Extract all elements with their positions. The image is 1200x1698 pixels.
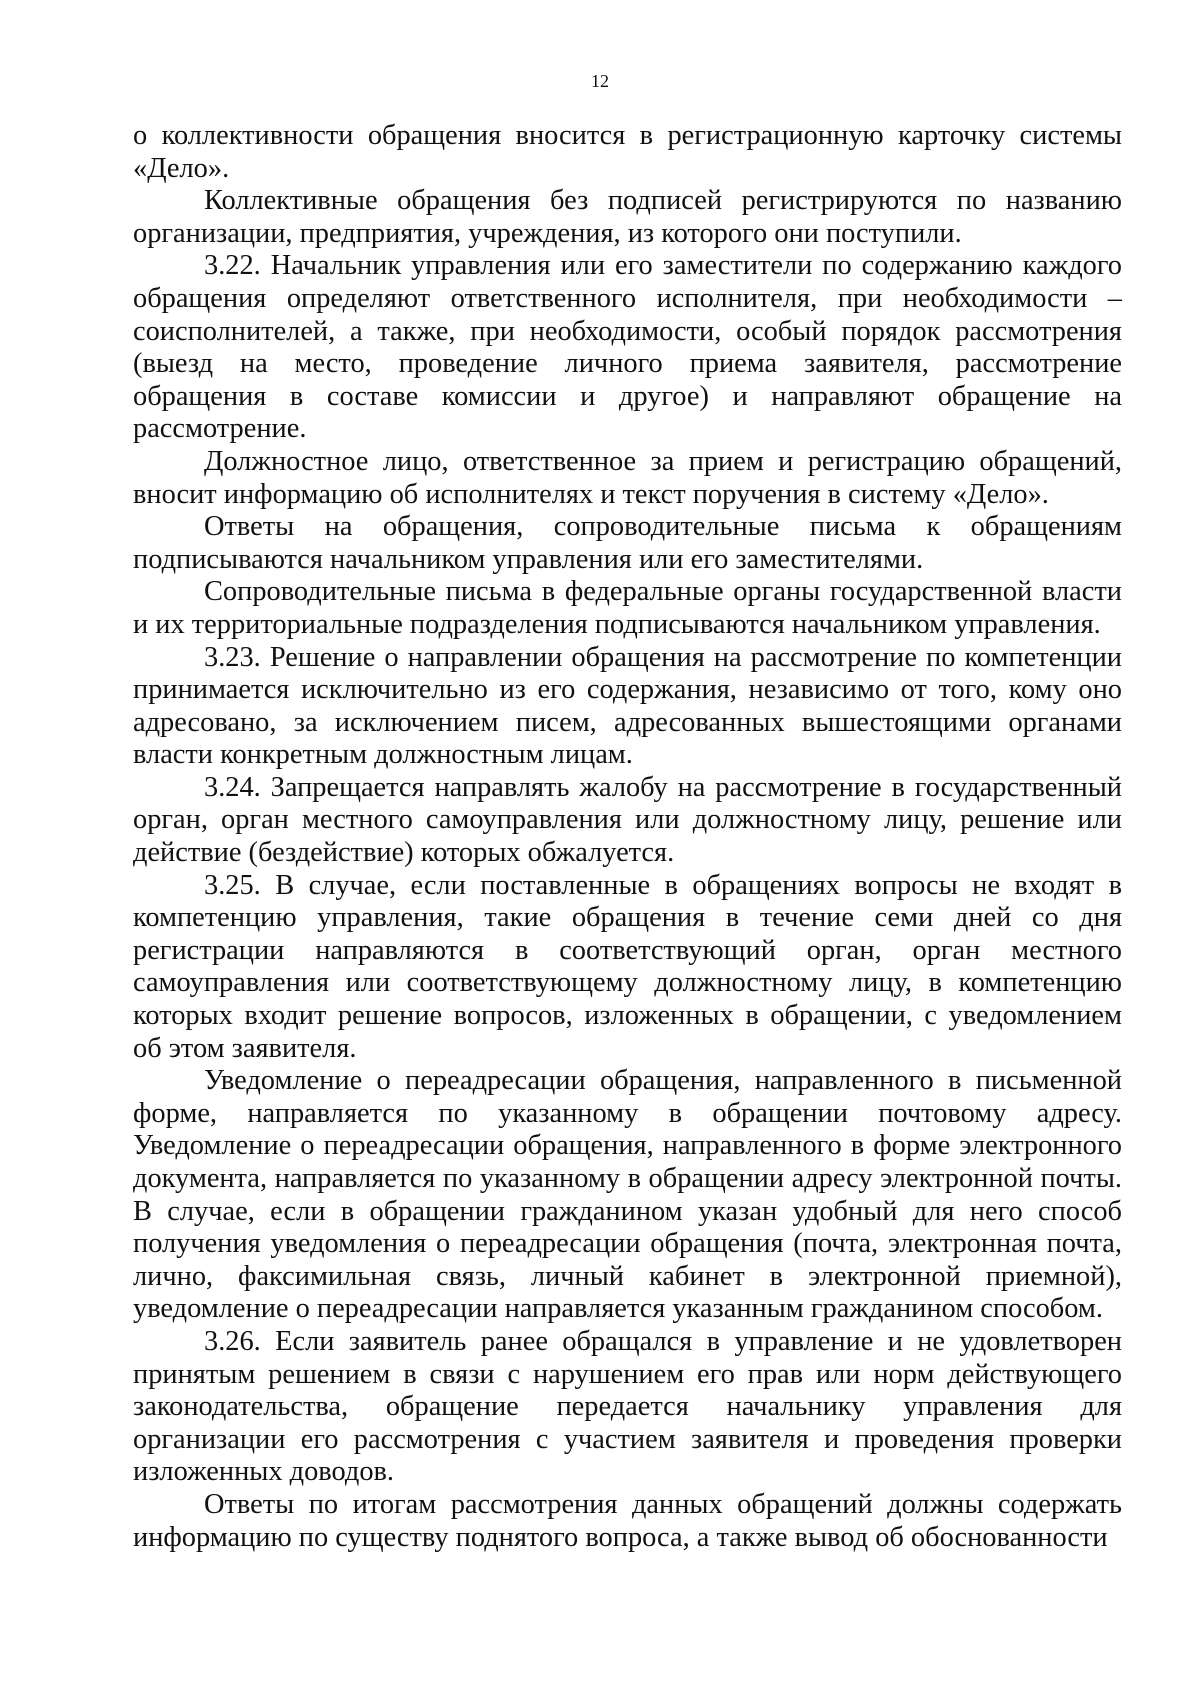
- paragraph: Должностное лицо, ответственное за прием и регистрацию обращений, вносит информацию об исполнителях и текст поручения в систему «Дело».: [133, 445, 1122, 510]
- paragraph: Сопроводительные письма в федеральные органы государственной власти и их территориальные подразделения подписываются начальником управления.: [133, 576, 1122, 640]
- paragraph: 3.22. Начальник управления или его заместители по содержанию каждого обращения определяют ответственного исполнителя, при необходимости – соисполнителей, а также, при необходимости, особый порядок рассмотрения (выезд на место, проведение личного приема заявителя, рассмотрение обращения в составе комиссии и другое) и направляют обращение на рассмотрение.: [133, 250, 1122, 445]
- paragraph: 3.23. Решение о направлении обращения на рассмотрение по компетенции принимается исключительно из его содержания, независимо от того, кому оно адресовано, за исключением писем, адресованных вышестоящими органами власти конкретным должностным лицам.: [133, 641, 1122, 771]
- paragraph: Коллективные обращения без подписей регистрируются по названию организации, предприятия, учреждения, из которого они поступили.: [133, 185, 1122, 249]
- paragraph: Ответы на обращения, сопроводительные письма к обращениям подписываются начальником управления или его заместителями.: [133, 511, 1122, 575]
- paragraph: 3.25. В случае, если поставленные в обращениях вопросы не входят в компетенцию управления, такие обращения в течение семи дней со дня регистрации направляются в соответствующий орган, орган местного самоуправления или соответствующему должностному лицу, в компетенцию которых входит решение вопросов, изложенных в обращении, с уведомлением об этом заявителя.: [133, 869, 1122, 1064]
- paragraph: Ответы по итогам рассмотрения данных обращений должны содержать информацию по существу поднятого вопроса, а также вывод об обоснованности: [133, 1488, 1122, 1553]
- document-body: [133, 120, 1122, 1554]
- paragraph: 3.26. Если заявитель ранее обращался в управление и не удовлетворен принятым решением в связи с нарушением его прав или норм действующего законодательства, обращение передается начальнику управления для организации его рассмотрения с участием заявителя и проведения проверки изложенных доводов.: [133, 1325, 1122, 1488]
- page-number: 12: [591, 71, 609, 91]
- paragraph: Уведомление о переадресации обращения, направленного в письменной форме, направляется по указанному в обращении почтовому адресу. Уведомление о переадресации обращения, направленного в форме электронного документа, направляется по указанному в обращении адресу электронной почты. В случае, если в обращении гражданином указан удобный для него способ получения уведомления о переадресации обращения (почта, электронная почта, лично, факсимильная связь, личный кабинет в электронной приемной), уведомление о переадресации направляется указанным гражданином способом.: [133, 1065, 1122, 1325]
- paragraph: 3.24. Запрещается направлять жалобу на рассмотрение в государственный орган, орган местного самоуправления или должностному лицу, решение или действие (бездействие) которых обжалуется.: [133, 771, 1122, 869]
- paragraph: о коллективности обращения вносится в регистрационную карточку системы «Дело».: [133, 120, 1122, 184]
